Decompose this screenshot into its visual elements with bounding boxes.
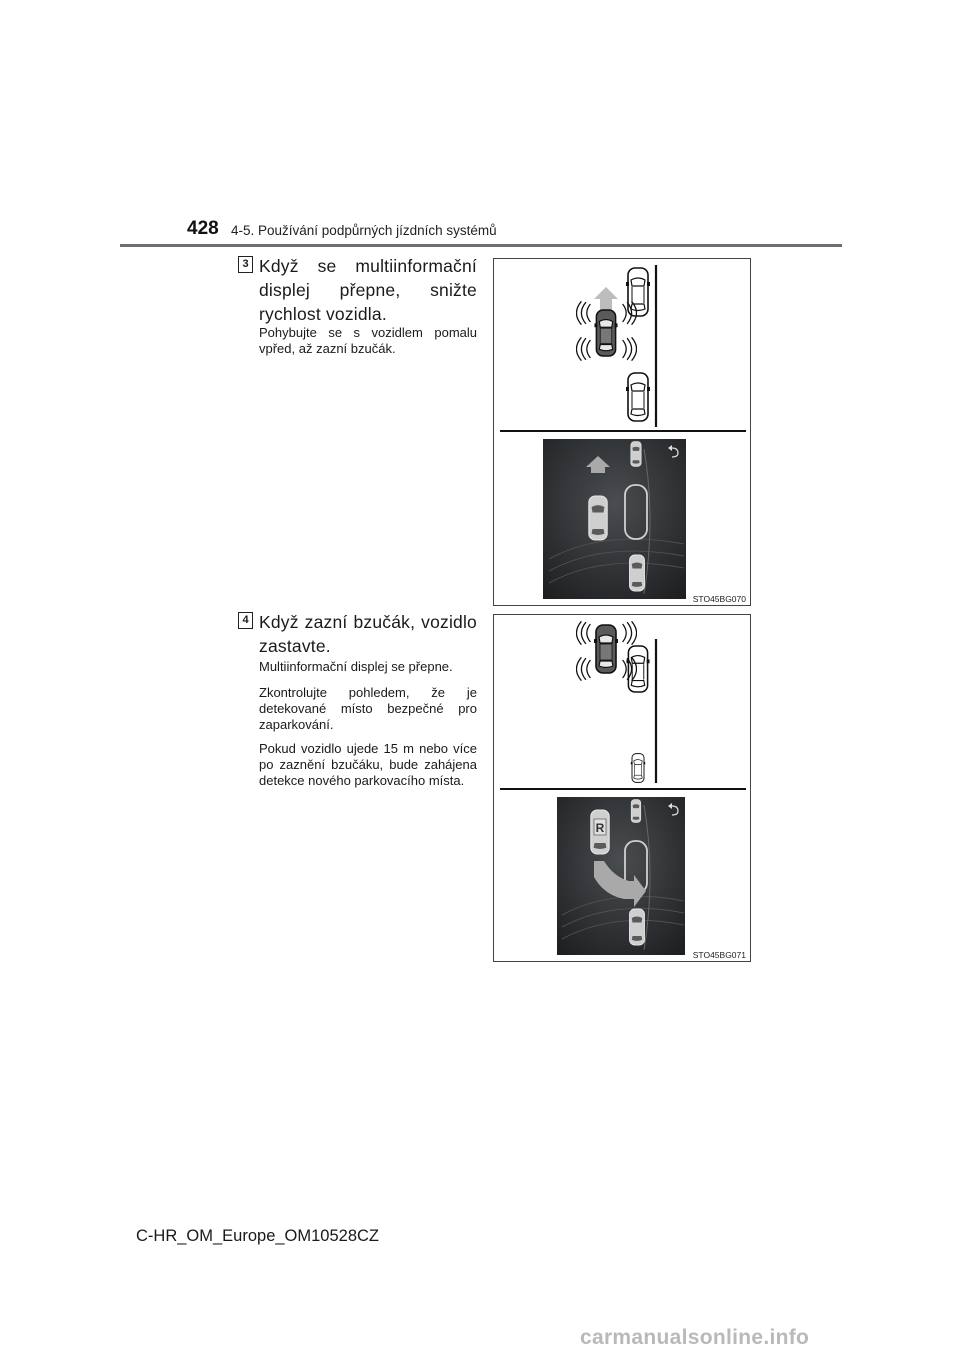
- figure-code: STO45BG071: [692, 950, 746, 960]
- step-paragraph: Multiinformační displej se přepne.: [259, 659, 453, 674]
- manual-code: C-HR_OM_Europe_OM10528CZ: [136, 1227, 380, 1245]
- step-badge: 4: [238, 612, 253, 629]
- figure-step-3: [493, 258, 751, 606]
- page-number: 428: [187, 218, 219, 239]
- figure-code: STO45BG070: [692, 594, 746, 604]
- header-rule: [120, 244, 842, 247]
- figure-step-4: [493, 614, 751, 962]
- diagram-slowing: [494, 259, 750, 605]
- step-paragraph: Pohybujte se s vozidlem pomalu vpřed, až zazní bzučák.: [259, 325, 477, 356]
- reverse-gear-label: R: [595, 821, 605, 835]
- step-paragraph: Pokud vozidlo ujede 15 m nebo více po zaznění bzučáku, bude zahájena detekce nového parkovacího místa.: [259, 741, 477, 788]
- step-heading: Když se multiinformační displej přepne, snižte rychlost vozidla.: [259, 256, 477, 324]
- watermark: carmanualsonline.info: [580, 1326, 810, 1349]
- step-heading: Když zazní bzučák, vozidlo zastavte.: [259, 612, 477, 656]
- step-paragraph: Zkontrolujte pohledem, že je detekované místo bezpečné pro zaparkování.: [259, 685, 477, 732]
- diagram-stop: [494, 615, 750, 961]
- section-title: 4-5. Používání podpůrných jízdních systémů: [231, 223, 497, 238]
- step-badge: 3: [238, 256, 253, 273]
